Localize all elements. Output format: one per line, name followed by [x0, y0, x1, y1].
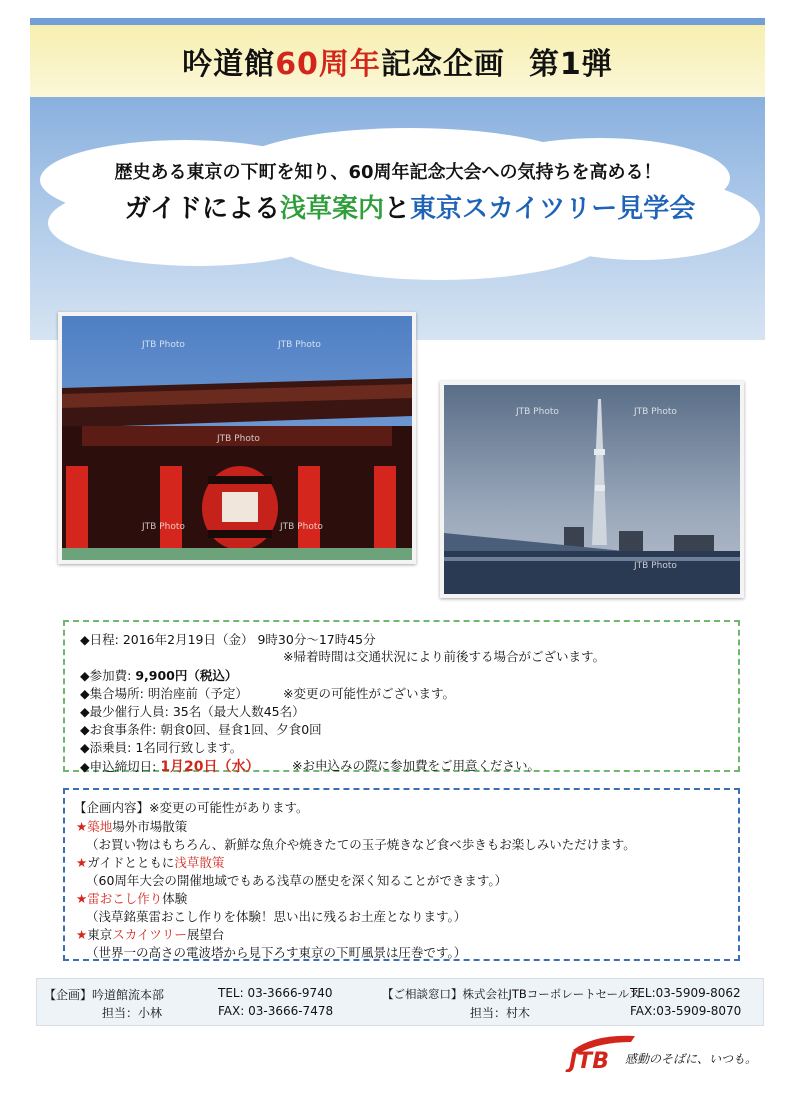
meet-note: ※変更の可能性がございます。	[283, 686, 455, 701]
skytree-photo	[440, 381, 744, 598]
plan-item-title	[76, 889, 187, 907]
photo-watermark: JTB Photo	[217, 434, 260, 444]
date-row	[80, 630, 376, 648]
star-icon: ★	[76, 855, 88, 870]
plan-item-title	[76, 817, 187, 835]
plan-item-highlight: 築地	[87, 819, 113, 834]
title-suffix: 記念企画	[380, 47, 505, 82]
plan-item-lead: 東京	[87, 927, 113, 942]
organizer-fax: FAX: 03-3666-7478	[218, 1004, 334, 1018]
page-title	[30, 25, 765, 97]
title-accent: 60周年	[275, 47, 381, 82]
deadline-row	[80, 756, 260, 776]
star-icon: ★	[76, 819, 88, 834]
agency-tel: TEL:03-5909-8062	[630, 986, 741, 1000]
tagline: 歴史ある東京の下町を知り、60周年記念大会への気持ちを高める！	[114, 162, 662, 183]
plan-item-desc: （60周年大会の開催地域でもある浅草の歴史を深く知ることができます。）	[86, 873, 508, 888]
min-label: ◆最少催行人員:	[80, 704, 169, 719]
plan-item-highlight: スカイツリー	[112, 927, 187, 942]
headline	[60, 188, 760, 225]
kaminarimon-photo	[58, 312, 416, 564]
min-row	[80, 702, 305, 720]
plan-item-rest: 体験	[162, 891, 188, 906]
headline-asakusa: 浅草案内	[279, 194, 384, 224]
plan-item-highlight: 浅草散策	[174, 855, 225, 870]
organizer-name: 【企画】吟道館流本部	[44, 988, 165, 1002]
headline-part: ガイドによる	[124, 194, 280, 224]
title-prefix: 吟道館	[182, 47, 276, 82]
staff-value: 1名同行致します。	[135, 740, 243, 755]
min-value: 35名（最大人数45名）	[172, 704, 305, 719]
photo-watermark: JTB Photo	[634, 561, 677, 571]
meet-value: 明治座前（予定）	[147, 686, 248, 701]
organizer-tel: TEL: 03-3666-9740	[218, 986, 333, 1000]
staff-row	[80, 738, 242, 756]
date-label: ◆日程:	[80, 632, 119, 647]
plan-header: 【企画内容】※変更の可能性があります。	[74, 800, 309, 815]
deadline-label: ◆申込締切日:	[80, 759, 157, 774]
staff-label: ◆添乗員:	[80, 740, 132, 755]
star-icon: ★	[76, 927, 88, 942]
meal-value: 朝食0回、昼食1回、夕食0回	[160, 722, 322, 737]
meal-row	[80, 720, 322, 738]
meet-label: ◆集合場所:	[80, 686, 144, 701]
photo-watermark: JTB Photo	[142, 522, 185, 532]
organizer-contact: 担当：小林	[102, 1006, 163, 1020]
fee-row	[80, 666, 237, 684]
photo-watermark: JTB Photo	[278, 340, 321, 350]
date-value: 2016年2月19日（金） 9時30分～17時45分	[122, 632, 376, 647]
plan-item-rest: 場外市場散策	[112, 819, 188, 834]
title-part: 第1弾	[528, 47, 613, 82]
plan-item-lead: ガイドとともに	[87, 855, 175, 870]
agency-contact: 担当：村木	[470, 1006, 531, 1020]
jtb-logo-text: JTB	[569, 1049, 609, 1072]
plan-item-desc: （世界一の高さの電波塔から見下ろす東京の下町風景は圧巻です。）	[86, 945, 467, 960]
photo-watermark: JTB Photo	[280, 522, 323, 532]
headline-skytree: 東京スカイツリー見学会	[410, 194, 696, 224]
fee-value: 9,900円（税込）	[135, 668, 238, 683]
agency-fax: FAX:03-5909-8070	[630, 1004, 742, 1018]
photo-watermark: JTB Photo	[516, 407, 559, 417]
brand-slogan: 感動のそばに、いつも。	[625, 1052, 758, 1066]
plan-item-highlight: 雷おこし作り	[87, 891, 163, 906]
deadline-note: ※お申込みの際に参加費をご用意ください。	[292, 758, 540, 773]
plan-item-title	[76, 925, 224, 943]
photo-watermark: JTB Photo	[634, 407, 677, 417]
headline-part: と	[384, 194, 411, 224]
meet-row	[80, 684, 248, 702]
meal-label: ◆お食事条件:	[80, 722, 157, 737]
date-note: ※帰着時間は交通状況により前後する場合がございます。	[283, 649, 605, 664]
agency-name: 【ご相談窓口】株式会社JTBコーポレートセールス	[382, 987, 641, 1001]
plan-item-desc: （浅草銘菓雷おこし作りを体験！思い出に残るお土産となります。）	[86, 909, 467, 924]
fee-label: ◆参加費:	[80, 668, 132, 683]
plan-item-title	[76, 853, 224, 871]
deadline-value: 1月20日（水）	[160, 759, 260, 775]
photo-watermark: JTB Photo	[142, 340, 185, 350]
plan-item-rest: 展望台	[186, 927, 225, 942]
plan-item-desc: （お買い物はもちろん、新鮮な魚介や焼きたての玉子焼きなど食べ歩きもお楽しみいただけます。	[86, 837, 636, 852]
star-icon: ★	[76, 891, 88, 906]
